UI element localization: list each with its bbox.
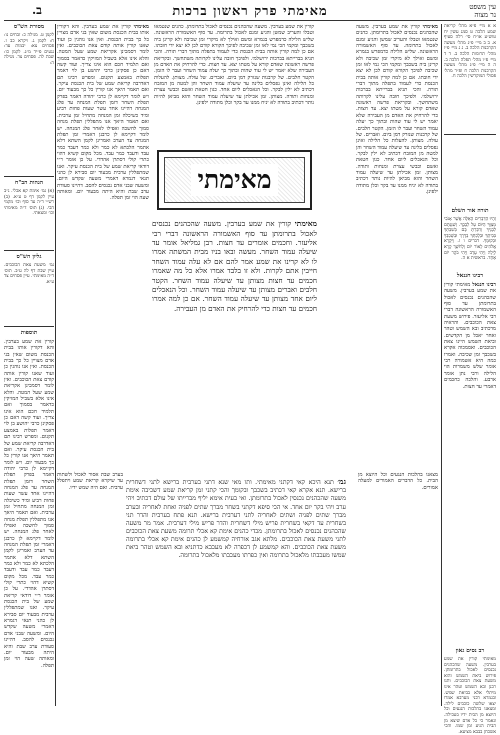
tosafot-continuation-text: בערב שבת אסור לאכול ולשתות עד שיקרא קריאת שמע ויתפלל ערבית. ואם היה שמש ידיו. xyxy=(57,472,123,491)
tosafot-body: קורין את שמע בערבין. והא דקורין אותו בבית הכנסת משום שאין בני אדם מצויין כל כך בבית הכנסת. ואין אנו נוהגין כן ועוד שאנו קורין אותה קודם צאת הכוכבים. ואין לומר דסמכינן אקריאת שמע שעל המטה. והלא אינו אלא בשביל המזיקין כדאמר בסמוך ואם תלמיד חכם הוא אינו צריך. ועוד קשה דאם כן פסקינן כרבי יהושע בן לוי דאמר תפלות באמצע תקנום. ומפרש רבינו תם דאדרבה קריאת שמע של בית הכנסת עיקר. ואם תאמר היאך אנו קורין כל כך מבעוד יום. ויש לומר דקיימא לן כרבי יהודה דאמר בפרק תפלת השחר דזמן תפלת המנחה עד פלג המנחה דהיינו אחד עשר שעות פחות רביע ומיד כשיכלה זמן המנחה מתחיל זמן ערבית. ואם תאמר היאך אנו מתפללין תפלת מנחה סמוך לחשכה ואפילו לאחר פלג המנחה. יש לומר דקיימא לן כרבנן דאמרי זמן תפלת המנחה עד הערב ואמרינן לקמן השתא דלא אתמר הלכתא לא כמר ולא כמר דעבד כמר עבד ודעבד כמר עבד. מכל מקום קשיא דהוי כתרי קולי דסתרן אהדדי. על כן אומר ר״י דודאי קריאת שמע של בית הכנסת עיקר. ואנו שמתפללין ערבית מבעוד יום סבירא לן כהני תנאי דגמרא דאמרי משעה שקדש היום. ומשעה שבני אדם נכנסים להסב. דהיינו סעודת ערב שבת והיא היתה מבעוד יום. ומאותה שעה הוי זמן תפלה. xyxy=(56,24,149,202)
ner-mitzvah-label: נר מצוה xyxy=(474,11,496,19)
tosafot-text xyxy=(57,24,149,202)
header-rule xyxy=(4,20,496,21)
rashi-continuation-text: מצאנו בהלכות הנגעים וכל היוצא מן הבית. כל הדברים האמורים למעלה אמורים. xyxy=(358,472,438,491)
rashi-lead: מאימתי xyxy=(422,24,439,30)
ein-mishpat-text: א א מיי׳ פ״א מהל׳ קריאת שמע הלכה ט סמג עשין יח טוש״ע או״ח סי׳ רלה סעיף א. ב ב מיי׳ פ״ג מהל׳ מעשה הקרבנות הלכה ב. ג ג מיי׳ פ״ז מהל׳ תרומות הלכה ב. ד ד מיי׳ פ״ו מהל׳ תפלה הלכה ב. ה ה מיי׳ פ״ג מהל׳ מעשה הקרבנות הלכה ח ופ״ד מהל׳ פסולי המוקדשין הלכה ח. xyxy=(444,24,496,80)
tosafot-column xyxy=(57,24,149,468)
mishna-text xyxy=(152,219,317,313)
gemara-body: תנא היכא קאי דקתני מאימתי. ותו מאי שנא דתני בערבית ברישא לתני דשחרית ברישא. תנא אקרא קאי דכתיב בשכבך ובקומך והכי קתני זמן קריאת שמע דשכיבה אימת משעה שהכהנים נכנסין לאכול בתרומתן. ואי בעית אימא יליף מברייתו של עולם דכתיב ויהי ערב ויהי בקר יום אחד. אי הכי סיפא דקתני בשחר מברך שתים לפניה ואחת לאחריה ובערב מברך שתים לפניה ושתים לאחריה לתני דערבית ברישא. תנא פתח בערבית והדר תני בשחרית עד דקאי בשחרית פריש מילי דשחרית והדר פריש מילי דערבית. אמר מר משעה שהכהנים נכנסים לאכול בתרומתן. מכדי כהנים אימת קא אכלי תרומה משעת צאת הכוכבים לתני משעת צאת הכוכבים. מלתא אגב אורחיה קמשמע לן כהנים אימת קא אכלי בתרומה משעת צאת הכוכבים. והא קמשמע לן דכפרה לא מעכבא כדתניא ובא השמש וטהר ביאת שמשו מעכבתו מלאכול בתרומה ואין כפרתו מעכבתו מלאכול בתרומה. xyxy=(126,479,346,560)
torah-or-text: וְהָיוּ הַדְּבָרִים הָאֵלֶּה אֲשֶׁר אָנֹכִי מְצַוְּךָ הַיּוֹם עַל לְבָבֶךָ. וְשִׁנַּנְתָּם לְבָנֶיךָ וְדִבַּרְתָּ בָּם בְּשִׁבְתְּךָ בְּבֵיתֶךָ וּבְלֶכְתְּךָ בַדֶּרֶךְ וּבְשָׁכְבְּךָ וּבְקוּמֶךָ. דברים ו ז. וַיִּקְרָא אֱלֹהִים לָאוֹר יוֹם וְלַחֹשֶׁךְ קָרָא לָיְלָה וַיְהִי עֶרֶב וַיְהִי בֹקֶר יוֹם אֶחָד. בראשית א ה. xyxy=(444,217,496,262)
left-margin-text: קורין את שמע בערבין. והא דקורין אותו בבית הכנסת משום שאין בני אדם מצויין כל כך בבית הכנסת. ואין אנו נוהגין כן ועוד שאנו קורין אותה קודם צאת הכוכבים. ואין לומר דסמכינן אקריאת שמע שעל המטה. והלא אינו אלא בשביל המזיקין כדאמר בסמוך ואם תלמיד חכם הוא אינו צריך. ועוד קשה דאם כן פסקינן כרבי יהושע בן לוי דאמר תפלות באמצע תקנום. ומפרש רבינו תם דאדרבה קריאת שמע של בית הכנסת עיקר. ואם תאמר היאך אנו קורין כל כך מבעוד יום. ויש לומר דקיימא לן כרבי יהודה דאמר בפרק תפלת השחר דזמן תפלת המנחה עד פלג המנחה דהיינו אחד עשר שעות פחות רביע ומיד כשיכלה זמן המנחה מתחיל זמן ערבית. ואם תאמר היאך אנו מתפללין תפלת מנחה סמוך לחשכה ואפילו לאחר פלג המנחה. יש לומר דקיימא לן כרבנן דאמרי זמן תפלת המנחה עד הערב ואמרינן לקמן השתא דלא אתמר הלכתא לא כמר ולא כמר דעבד כמר עבד ודעבד כמר עבד. מכל מקום קשיא דהוי כתרי קולי דסתרן אהדדי. על כן אומר ר״י דודאי קריאת שמע של בית הכנסת עיקר. ואנו שמתפללין ערבית מבעוד יום סבירא לן כהני תנאי דגמרא דאמרי משעה שקדש היום. ומשעה שבני אדם נכנסים להסב. דהיינו סעודת ערב שבת והיא היתה מבעוד יום. ומאותה שעה הוי זמן תפלה. xyxy=(4,339,54,669)
tosafot-lead: מאימתי xyxy=(133,24,150,30)
rav-nissim-text: מאימתי קורין את שמע בערבין. משעה שהכהנים נכנסים לאכול בתרומתן. פירוש ביאת השמש והוא משעת צאת הכוכבים. ותנו רבנן ובא השמש וטהר אינו מיתלי אלא בביאת שמש. ובגמרא דבני מערבא אמרו יצאו שלשה כוכבים לילה. ומצאנו בהלכות הנגעים וכל היוצא מן הבית ידיו בטבילה. ונאמר כי כל אדם שיצא מן הבית הגיע זמן שמו. והכי אשכחן בבבא מציעא. xyxy=(444,657,496,735)
tosafot-continuation xyxy=(57,472,123,706)
haggahot-text: (א) גמ׳ אימת קא אכלי. נ״ב עיין לקמן דף ט ע״א. (ב) רש״י ד״ה עד סוף וכו׳ מקמי הכי. (ג) תוס׳ ד״ה מאימתי וכו׳ ומצאתי. xyxy=(4,189,54,217)
opening-word: מאימתי xyxy=(191,164,277,196)
rashi-column xyxy=(356,24,438,468)
rashi-body: קורין את שמע בערבין. משעה שהכהנים נכנסים לאכול בתרומתן. כהנים שנטמאו וטבלו והעריב שמשן והגיע זמנם לאכול בתרומה. עד סוף האשמורה הראשונה. שליש הלילה כדמפרש בגמרא ומשם ואילך לא מיקרי זמן שכיבה ולא קרינן ביה בשכבך ומקמי הכי נמי לאו זמן שכיבה לפיכך הקורא קודם לכן לא יצא ידי חובתו. אם כן למה קורין אותה בבית הכנסת כדי לעמוד בתפלה מתוך דברי תורה. והכי תניא בברייתא בברכות ירושלמי. ולפיכך חובה עלינו לקרותה משתחשך. ובקריאת פרשה ראשונה שאדם קורא על מטתו יצא. עד חצות. כדי להרחיק את האדם מן העבירה שלא יאמר יש לי עוד שהות ובתוך כך יעלה עמוד השחר ועבר לו הזמן. הקטר חלבים. של קרבנות שנזרק דמן ביום. ואברים. של עולה. מצותן. להעלות כל הלילה ואינן נפסלים בלינה עד שיעלה עמוד השחר והן למטה מן המזבח דכתיב לא ילין לבקר. וכל הנאכלים ליום אחד. כגון חטאת ואשם וכבשי עצרת ומנחות ותודה. מצותן. זמן אכילתן עד שיעלה עמוד השחר והוא מביאן להיות נותר דכתיב בתודה לא יניח ממנו עד בקר וכלן מתודה ילפינן. xyxy=(356,24,438,195)
torah-or-title: תורה אור השלם xyxy=(451,208,489,214)
opening-word-frame xyxy=(164,157,305,203)
haggahot-column xyxy=(4,189,54,247)
top-center-commentary xyxy=(154,24,314,146)
page-header xyxy=(4,3,496,17)
right-margin-divider xyxy=(441,24,442,706)
rav-nissim-column xyxy=(444,657,496,735)
gilyon-column xyxy=(4,263,54,323)
opening-word-panel xyxy=(157,150,312,210)
haggahot-rule xyxy=(4,250,54,251)
gilyon-rule xyxy=(4,326,54,327)
left-margin-divider xyxy=(55,24,56,706)
masoret-text: לקמן ט. מגילה כ: זבחים נו: ח: לקמן ג. ויקרא כב ז. פסחים צא: יבמות עד: נגעים פ״יד מ״ג. לקמן כו: שבת לה. פסחים צד. מגילה ה: xyxy=(4,33,54,66)
rashi-text xyxy=(356,24,438,195)
mishna-body: קורין את שמע בערבין. משעה שהכהנים נכנסים לאכול בתרומתן עד סוף האשמורה הראשונה דברי רבי אליעזר. וחכמים אומרים עד חצות. רבן גמליאל אומר עד שיעלה עמוד השחר. מעשה ובאו בניו מבית המשתה אמרו לו לא קרינו את שמע אמר להם אם לא עלה עמוד השחר חייבין אתם לקרות. ולא זו בלבד אמרו אלא כל מה שאמרו חכמים עד חצות מצותן עד שיעלה עמוד השחר. הקטר חלבים ואברים מצותן עד שיעלה עמוד השחר. וכל הנאכלים ליום אחד מצותן עד שיעלה עמוד השחר. אם כן למה אמרו חכמים עד חצות כדי להרחיק את האדם מן העבירה. xyxy=(152,219,317,313)
rav-nissim-title: רב נסים גאון xyxy=(455,648,485,654)
top-center-text: קורין את שמע בערבין. משעה שהכהנים נכנסים לאכול בתרומתן. כהנים שנטמאו וטבלו והעריב שמשן והגיע זמנם לאכול בתרומה. עד סוף האשמורה הראשונה. שליש הלילה כדמפרש בגמרא ומשם ואילך לא מיקרי זמן שכיבה ולא קרינן ביה בשכבך ומקמי הכי נמי לאו זמן שכיבה לפיכך הקורא קודם לכן לא יצא ידי חובתו. אם כן למה קורין אותה בבית הכנסת כדי לעמוד בתפלה מתוך דברי תורה. והכי תניא בברייתא בברכות ירושלמי. ולפיכך חובה עלינו לקרותה משתחשך. ובקריאת פרשה ראשונה שאדם קורא על מטתו יצא. עד חצות. כדי להרחיק את האדם מן העבירה שלא יאמר יש לי עוד שהות ובתוך כך יעלה עמוד השחר ועבר לו הזמן. הקטר חלבים. של קרבנות שנזרק דמן ביום. ואברים. של עולה. מצותן. להעלות כל הלילה ואינן נפסלים בלינה עד שיעלה עמוד השחר והן למטה מן המזבח דכתיב לא ילין לבקר. וכל הנאכלים ליום אחד. כגון חטאת ואשם וכבשי עצרת ומנחות ותודה. מצותן. זמן אכילתן עד שיעלה עמוד השחר והוא מביאן להיות נותר דכתיב בתודה לא יניח ממנו עד בקר וכלן מתודה ילפינן. xyxy=(154,24,314,107)
gemara-block xyxy=(126,472,346,712)
gemara-text xyxy=(126,478,346,560)
gilyon-text: גמ׳ משעת צאת הכוכבים. עיין שבת דף לה ע״ב. תוס׳ ד״ה מאימתי. עיין פסחים צד ע״א. xyxy=(4,263,54,285)
masoret-column xyxy=(4,33,54,173)
folio-number: ב. xyxy=(32,3,42,17)
mishna-lead: מאימתי xyxy=(294,219,317,229)
gemara-lead: גמ׳ xyxy=(337,477,346,487)
mesora-title: תוספות xyxy=(20,330,38,336)
haggahot-title: הגהות הב"ח xyxy=(14,180,44,186)
ein-mishpat-column xyxy=(444,24,496,132)
rabbenu-chananel-column xyxy=(444,282,496,644)
rabbenu-chananel-body: מאימתי קורין את שמע בערבין. משעה שהכהנים נכנסים לאכול בתרומתן עד סוף האשמורה הראשונה דברי רבי אליעזר. פירוש משעת צאת הכוכבים. והראיה מדכתיב ובא השמש וטהר ואחר יאכל מן הקדשים. וביאת השמש היינו צאת הכוכבים. ואסמכוה אקרא בשכבך זמן שכיבה. ואמרו כמה היא אשמורה רבי אומר שלש משמרות הוי הלילה ורבי נתן אומר ארבע. והלכה כחכמים דאמרי עד חצות. xyxy=(444,282,496,390)
rashi-continuation xyxy=(358,472,438,706)
gilyon-title: גליון הש"ס xyxy=(16,254,42,260)
ein-mishpat-rule xyxy=(444,134,496,135)
torah-or-column xyxy=(444,217,496,269)
mishna-block xyxy=(152,212,317,472)
ein-mishpat-label: עין משפט xyxy=(469,3,496,11)
rabbenu-chananel-title: רבינו חננאל xyxy=(456,273,484,279)
rabbenu-chananel-text xyxy=(444,282,496,390)
page-title: מאימתי פרק ראשון ברכות xyxy=(172,4,328,19)
left-margin-commentary xyxy=(4,339,54,705)
masoret-title: מסורת הש"ס xyxy=(13,24,45,30)
rabbenu-chananel-lead: רבינו חננאל xyxy=(472,282,496,288)
masoret-rule xyxy=(4,176,54,177)
